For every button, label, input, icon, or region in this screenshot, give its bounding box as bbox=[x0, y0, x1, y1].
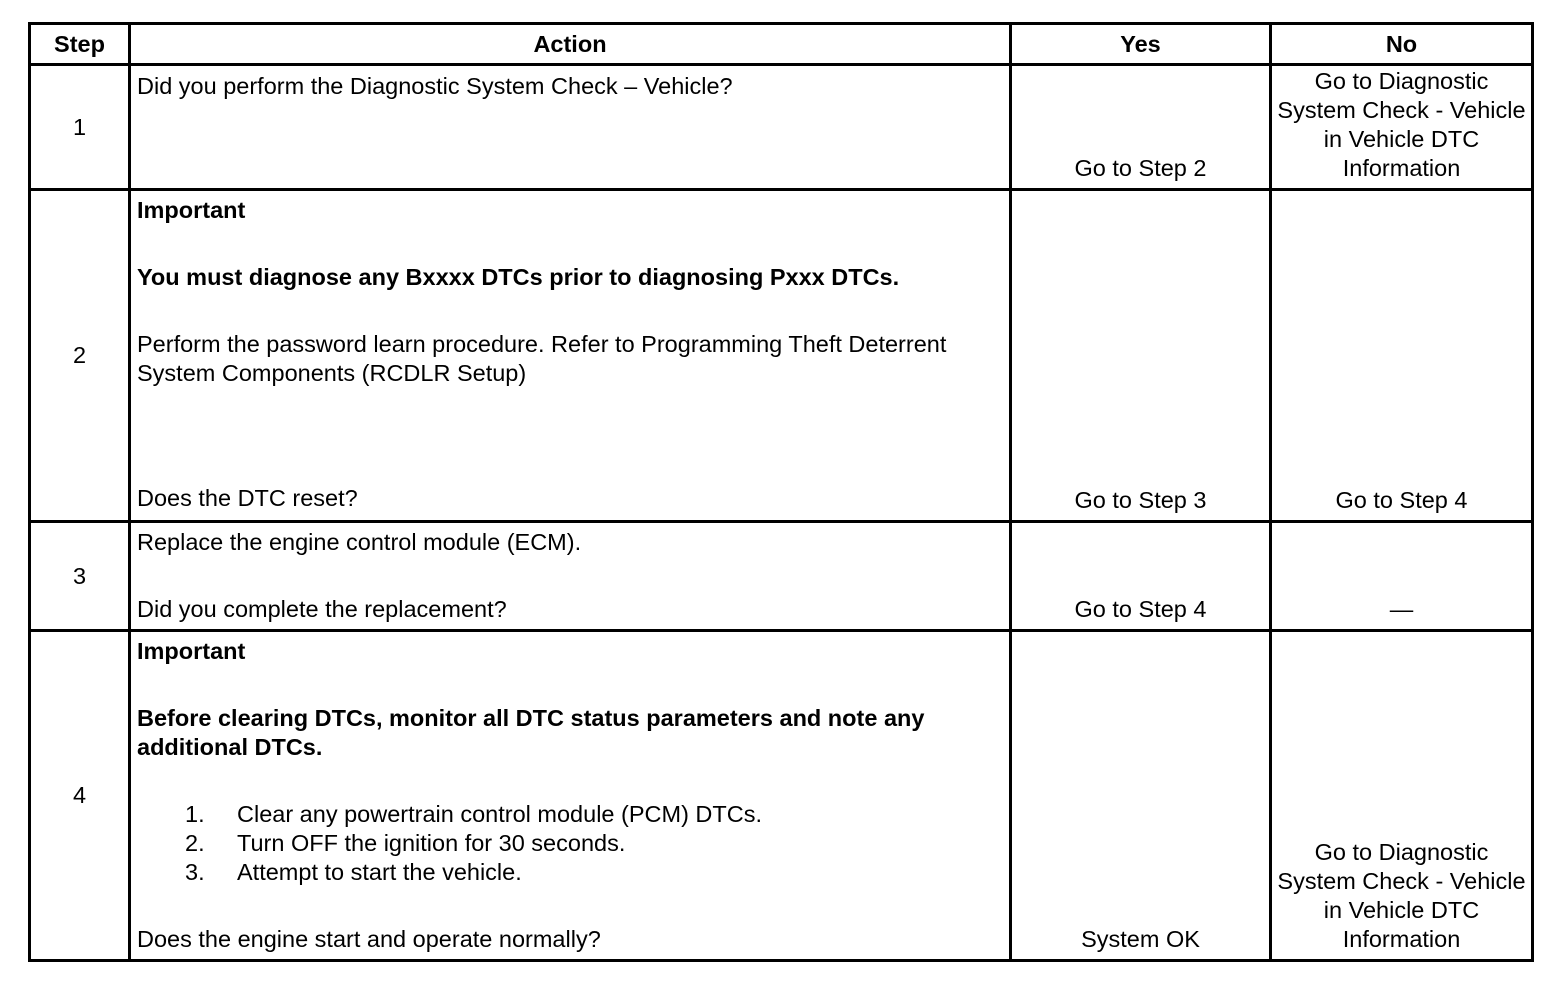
header-row bbox=[30, 24, 1533, 65]
instruction-text: Perform the password learn procedure. Refer to Programming Theft Deterrent System Components (RCDLR Setup) bbox=[137, 331, 947, 386]
question-text: Does the engine start and operate normally? bbox=[137, 926, 601, 952]
list-item bbox=[185, 800, 1003, 829]
important-label: Important bbox=[137, 197, 246, 223]
step-number: 4 bbox=[30, 631, 130, 961]
substep-text: Turn OFF the ignition for 30 seconds. bbox=[237, 830, 626, 856]
important-label: Important bbox=[137, 638, 246, 664]
header-yes: Yes bbox=[1011, 24, 1271, 65]
no-cell: Go to Diagnostic System Check - Vehicle in Vehicle DTC Information bbox=[1271, 631, 1533, 961]
header-no: No bbox=[1271, 24, 1533, 65]
substep-number: 1. bbox=[185, 801, 205, 827]
step-number: 1 bbox=[30, 65, 130, 190]
question-text: Does the DTC reset? bbox=[137, 485, 358, 511]
no-cell: Go to Step 4 bbox=[1271, 190, 1533, 522]
substep-text: Attempt to start the vehicle. bbox=[237, 859, 522, 885]
yes-cell: System OK bbox=[1011, 631, 1271, 961]
header-action: Action bbox=[130, 24, 1011, 65]
substep-text: Clear any powertrain control module (PCM) DTCs. bbox=[237, 801, 762, 827]
yes-cell: Go to Step 2 bbox=[1011, 65, 1271, 190]
question-text: Did you perform the Diagnostic System Check – Vehicle? bbox=[137, 73, 733, 99]
step-number: 3 bbox=[30, 522, 130, 631]
instruction-text: Replace the engine control module (ECM). bbox=[137, 529, 582, 555]
yes-cell: Go to Step 4 bbox=[1011, 522, 1271, 631]
substep-number: 3. bbox=[185, 859, 205, 885]
table-row-step-3 bbox=[30, 522, 1533, 631]
action-cell bbox=[130, 631, 1011, 961]
diagnostic-table bbox=[28, 22, 1534, 962]
list-item bbox=[185, 829, 1003, 858]
table-row-step-4 bbox=[30, 631, 1533, 961]
list-item bbox=[185, 858, 1003, 887]
action-cell bbox=[130, 65, 1011, 190]
question-text: Did you complete the replacement? bbox=[137, 596, 507, 622]
important-note: Before clearing DTCs, monitor all DTC status parameters and note any additional DTCs. bbox=[137, 705, 925, 760]
step-number: 2 bbox=[30, 190, 130, 522]
important-note: You must diagnose any Bxxxx DTCs prior to diagnosing Pxxx DTCs. bbox=[137, 264, 900, 290]
no-cell: — bbox=[1271, 522, 1533, 631]
table-row-step-2 bbox=[30, 190, 1533, 522]
substep-number: 2. bbox=[185, 830, 205, 856]
table-row-step-1 bbox=[30, 65, 1533, 190]
yes-cell: Go to Step 3 bbox=[1011, 190, 1271, 522]
substep-list bbox=[137, 800, 1003, 887]
no-cell: Go to Diagnostic System Check - Vehicle in Vehicle DTC Information bbox=[1271, 65, 1533, 190]
header-step: Step bbox=[30, 24, 130, 65]
action-cell bbox=[130, 190, 1011, 522]
action-cell bbox=[130, 522, 1011, 631]
